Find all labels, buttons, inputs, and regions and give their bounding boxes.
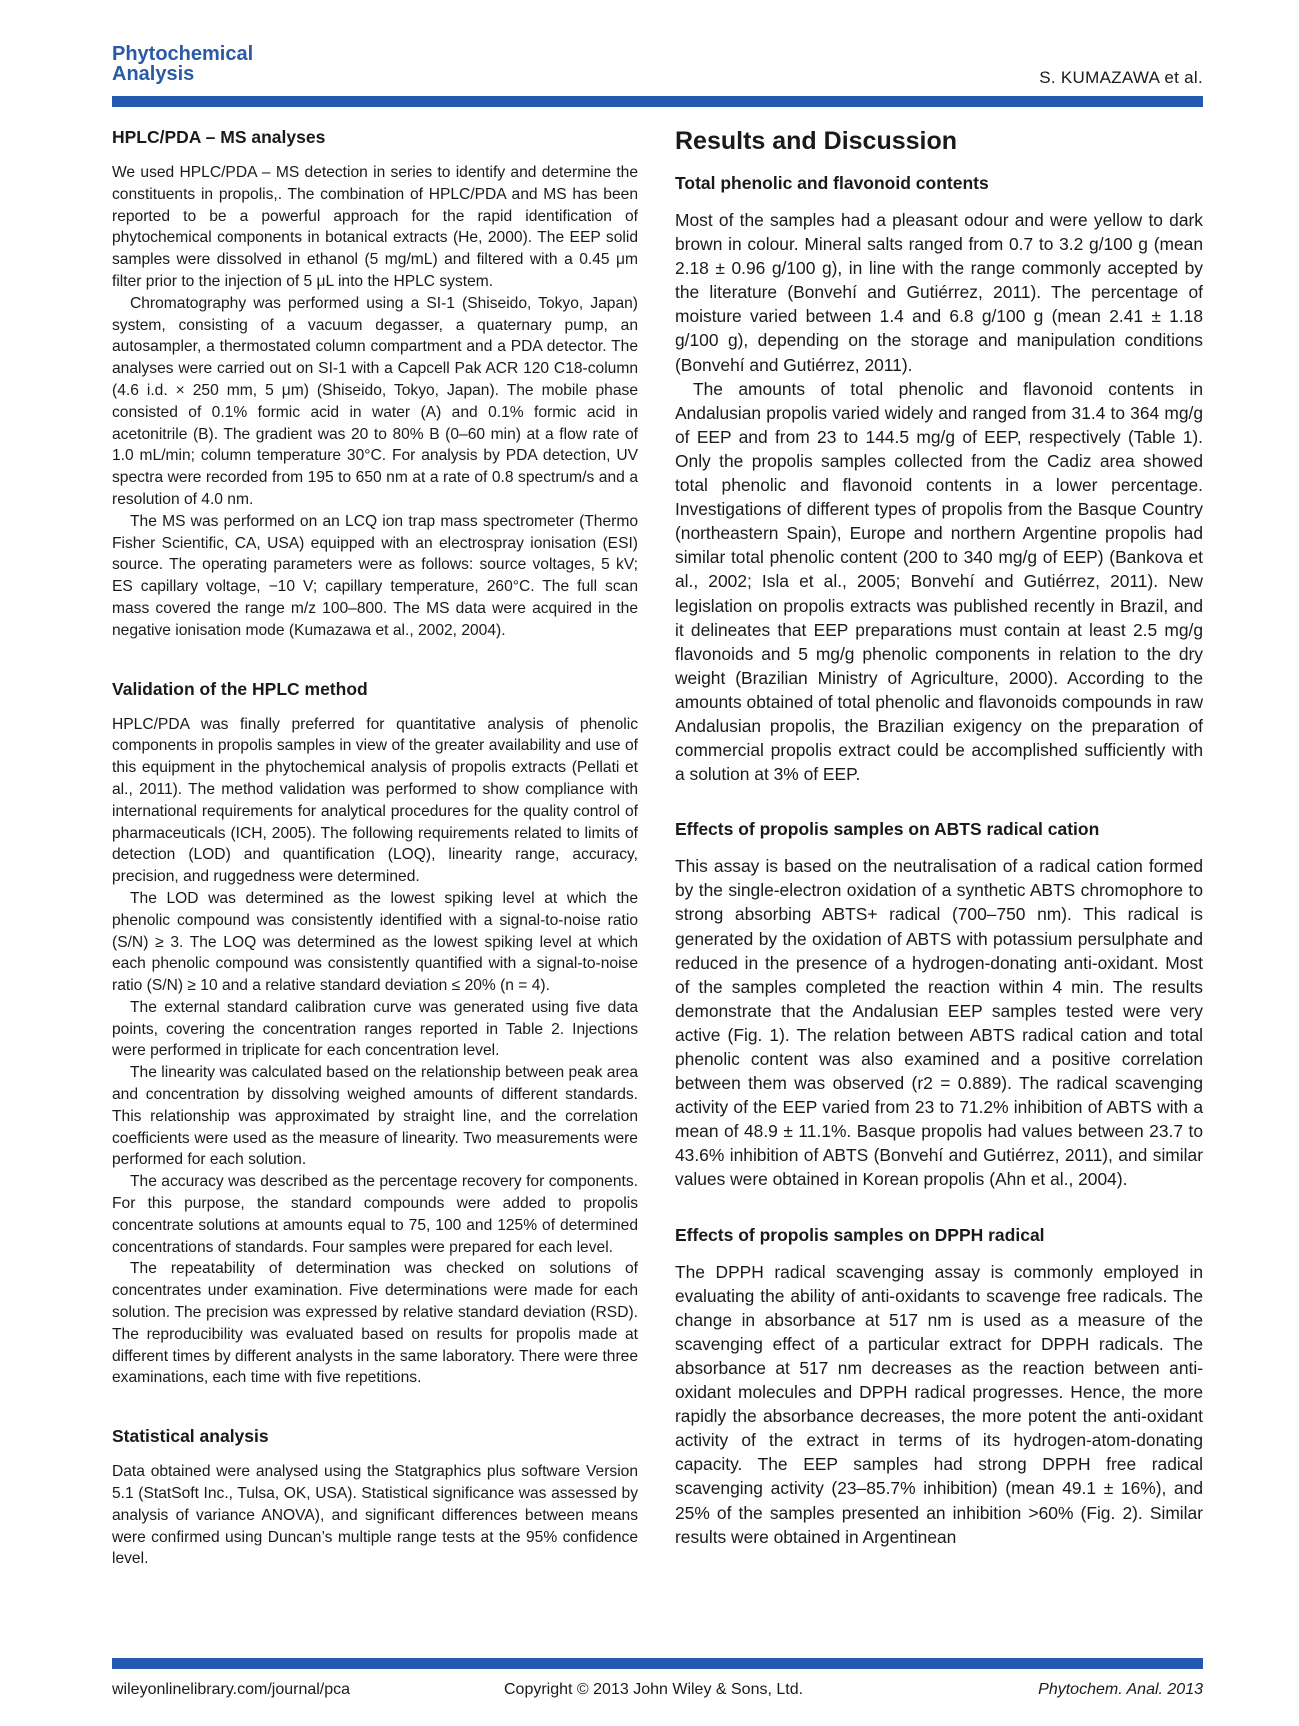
paragraph: The DPPH radical scavenging assay is commonly employed in evaluating the ability of anti-oxidants to scavenge free radicals. The change in absorbance at 517 nm is used as a measure of the scavenging effect of a particular extract for DPPH radicals. The absorbance at 517 nm decreases as the reaction between anti-oxidant molecules and DPPH radical progresses. Hence, the more rapidly the absorbance decreases, the more potent the anti-oxidant activity of the extract in terms of its hydrogen-atom-donating capacity. The EEP samples had strong DPPH free radical scavenging activity (23–85.7% inhibition) (mean 49.1 ± 16%), and 25% of the samples presented an inhibition >60% (Fig. 2). Similar results were obtained in Argentinean [675,1261,1203,1547]
paragraph: Chromatography was performed using a SI-1 (Shiseido, Tokyo, Japan) system, consisting of a vacuum degasser, a quaternary pump, an autosampler, a thermostated column compartment and a PDA detector. The analyses were carried out on SI-1 with a Capcell Pak ACR 120 C18-column (4.6 i.d. × 250 mm, 5 μm) (Shiseido, Tokyo, Japan). The mobile phase consisted of 0.1% formic acid in water (A) and 0.1% formic acid in acetonitrile (B). The gradient was 20 to 80% B (0–60 min) at a flow rate of 1.0 mL/min; column temperature 30°C. For analysis by PDA detection, UV spectra were recorded from 195 to 650 nm at a rate of 0.8 spectrum/s and a resolution of 4.0 nm. [112,294,638,508]
right-column [675,126,1203,1549]
paragraph: This assay is based on the neutralisation of a radical cation formed by the single-electron oxidation of a synthetic ABTS chromophore to strong absorbing ABTS+ radical (700–750 nm). This radical is generated by the oxidation of ABTS with potassium persulphate and reduced in the presence of a hydrogen-donating anti-oxidant. Most of the samples completed the reaction within 4 min. The results demonstrate that the Andalusian EEP samples tested were very active (Fig. 1). The relation between ABTS radical cation and total phenolic content was also examined and a positive correlation between them was observed (r2 = 0.889). The radical scavenging activity of the EEP varied from 23 to 71.2% inhibition of ABTS with a mean of 48.9 ± 11.1%. Basque propolis had values between 23.7 to 43.6% inhibition of ABTS (Bonvehí and Gutiérrez, 2011), and similar values were obtained in Korean propolis (Ahn et al., 2004). [675,856,1203,1190]
footer-copyright: Copyright © 2013 John Wiley & Sons, Ltd. [504,1681,804,1698]
journal-logo-line2: Analysis [112,63,195,85]
heading-hplc: HPLC/PDA – MS analyses [112,127,326,147]
journal-logo-line1: Phytochemical [112,43,254,65]
heading-phenolic: Total phenolic and flavonoid contents [675,173,989,193]
header-rule [112,96,1203,107]
footer-citation: Phytochem. Anal. 2013 [1038,1681,1203,1698]
paragraph: HPLC/PDA was finally preferred for quantitative analysis of phenolic components in propolis samples in view of the greater availability and use of this equipment in the phytochemical analysis of propolis extracts (Pellati et al., 2011). The method validation was performed to show compliance with international requirements for analytical procedures for the quality control of pharmaceuticals (ICH, 2005). The following requirements related to limits of detection (LOD) and quantification (LOQ), linearity range, accuracy, precision, and ruggedness were determined. [112,715,638,886]
section-title: Results and Discussion [675,127,958,155]
paragraph: The repeatability of determination was checked on solutions of concentrates under examination. Five determinations were made for each solution. The precision was expressed by relative standard deviation (RSD). The reproducibility was evaluated based on results for propolis made at different times by different analysts in the same laboratory. There were three examinations, each time with five repetitions. [112,1260,638,1387]
left-column [112,126,638,1570]
paragraph: The external standard calibration curve was generated using five data points, covering the concentration ranges reported in Table 2. Injections were performed in triplicate for each concentration level. [112,998,638,1060]
footer-rule [112,1658,1203,1669]
paragraph: The accuracy was described as the percentage recovery for components. For this purpose, the standard compounds were added to propolis concentrate solutions at amounts equal to 75, 100 and 125% of determined concentrations of standards. Four samples were prepared for each level. [112,1173,638,1256]
heading-abts: Effects of propolis samples on ABTS radical cation [675,819,1100,840]
paragraph: The LOD was determined as the lowest spiking level at which the phenolic compound was consistently identified with a signal-to-noise ratio (S/N) ≥ 3. The LOQ was determined as the lowest spiking level at which each phenolic compound was consistently quantified with a signal-to-noise ratio (S/N) ≥ 10 and a relative standard deviation ≤ 20% (n = 4). [112,889,638,995]
footer-url[interactable]: wileyonlinelibrary.com/journal/pca [112,1681,351,1698]
journal-logo [112,44,253,84]
heading-dpph: Effects of propolis samples on DPPH radical [675,1224,1045,1245]
paragraph: We used HPLC/PDA – MS detection in series to identify and determine the constituents in propolis,. The combination of HPLC/PDA and MS has been reported to be a powerful approach for the rapid identification of phytochemical components in botanical extracts (He, 2000). The EEP solid samples were dissolved in ethanol (5 mg/mL) and filtered with a 0.45 μm filter prior to the injection of 5 μL into the HPLC system. [112,164,638,290]
paragraph: The linearity was calculated based on the relationship between peak area and concentration by dissolving weighed amounts of different standards. This relationship was approximated by straight line, and the correlation coefficients were used as the measure of linearity. Two measurements were performed for each solution. [112,1064,638,1169]
heading-statistical: Statistical analysis [112,1426,269,1447]
running-head-author: S. KUMAZAWA et al. [1039,68,1203,87]
paragraph: Data obtained were analysed using the Statgraphics plus software Version 5.1 (StatSoft Inc., Tulsa, OK, USA). Statistical significance was assessed by analysis of variance ANOVA), and significant differences between means were confirmed using Duncan’s multiple range tests at the 95% confidence level. [112,1463,638,1568]
paragraph: The MS was performed on an LCQ ion trap mass spectrometer (Thermo Fisher Scientific, CA, USA) equipped with an electrospray ionisation (ESI) source. The operating parameters were as follows: source voltages, 5 kV; ES capillary voltage, −10 V; capillary temperature, 260°C. The full scan mass covered the range m/z 100–800. The MS data were acquired in the negative ionisation mode (Kumazawa et al., 2002, 2004). [112,512,638,639]
paragraph: Most of the samples had a pleasant odour and were yellow to dark brown in colour. Mineral salts ranged from 0.7 to 3.2 g/100 g (mean 2.18 ± 0.96 g/100 g), in line with the range commonly accepted by the literature (Bonvehí and Gutiérrez, 2011). The percentage of moisture varied between 1.4 and 6.8 g/100 g (mean 2.41 ± 1.18 g/100 g), depending on the storage and manipulation conditions (Bonvehí and Gutiérrez, 2011). [675,210,1203,375]
heading-validation: Validation of the HPLC method [112,678,368,699]
paragraph: The amounts of total phenolic and flavonoid contents in Andalusian propolis varied widely and ranged from 31.4 to 364 mg/g of EEP and from 23 to 144.5 mg/g of EEP, respectively (Table 1). Only the propolis samples collected from the Cadiz area showed total phenolic and flavonoid contents in a lower percentage. Investigations of different types of propolis from the Basque Country (northeastern Spain), Europe and northern Argentine propolis had similar total phenolic content (200 to 340 mg/g of EEP) (Bankova et al., 2002; Isla et al., 2005; Bonvehí and Gutiérrez, 2011). New legislation on propolis extracts was published recently in Brazil, and it delineates that EEP preparations must contain at least 2.5 mg/g flavonoids and 5 mg/g phenolic components in relation to the dry weight (Brazilian Ministry of Agriculture, 2000). According to the amounts obtained of total phenolic and flavonoids compounds in raw Andalusian propolis, the Brazilian exigency on the preparation of commercial propolis extract could be accomplished sufficiently with a solution at 3% of EEP. [675,378,1203,785]
